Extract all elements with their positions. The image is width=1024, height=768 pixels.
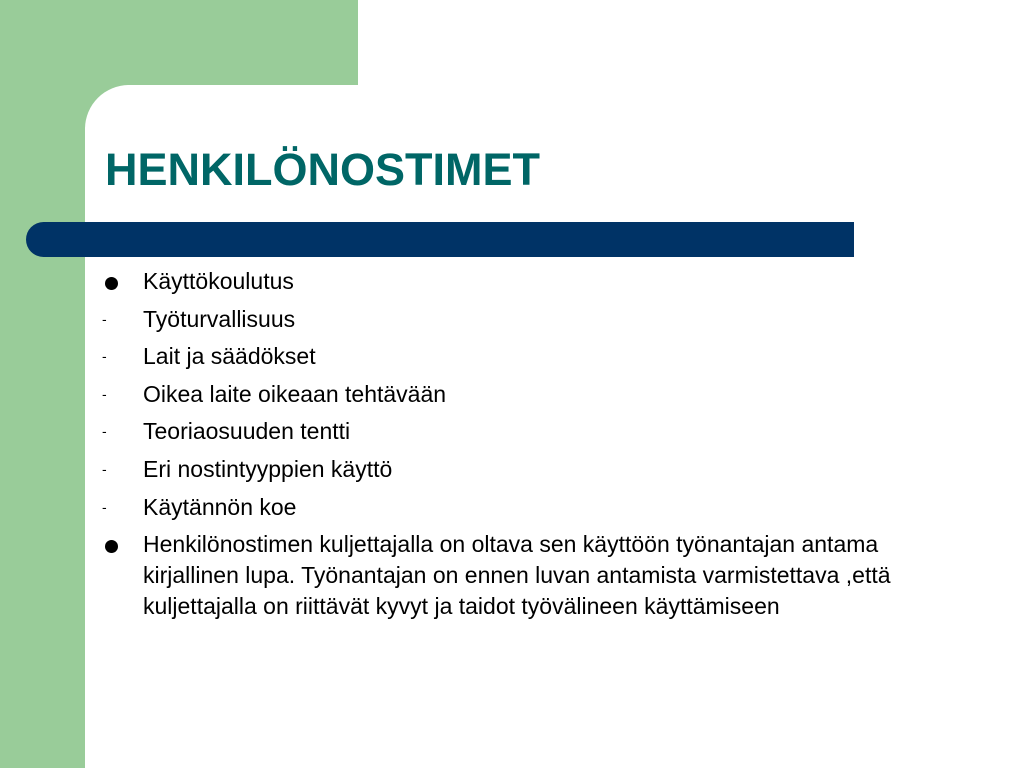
dash-marker: - xyxy=(102,423,107,440)
list-item-text: Henkilönostimen kuljettajalla on oltava sen käyttöön työnantajan antama kirjallinen lupa. Työnantajan on ennen luvan antamista varmistettava ,että kuljettajalla on riittävät kyvyt ja taidot työvälineen käyttämiseen xyxy=(143,531,891,620)
dash-marker: - xyxy=(102,385,107,402)
list-item xyxy=(100,379,960,410)
dash-marker: - xyxy=(102,460,107,477)
list-item-text: Eri nostintyyppien käyttö xyxy=(143,455,393,482)
list-item-text: Käytännön koe xyxy=(143,493,297,520)
dash-marker: - xyxy=(102,498,107,515)
list-item xyxy=(100,492,960,523)
list-item xyxy=(100,416,960,447)
list-item xyxy=(100,454,960,485)
list-item-text: Lait ja säädökset xyxy=(143,343,316,370)
list-item xyxy=(100,341,960,372)
dash-marker: - xyxy=(102,348,107,365)
list-item-text: Oikea laite oikeaan tehtävään xyxy=(143,380,447,407)
slide-title: HENKILÖNOSTIMET xyxy=(105,144,540,195)
bullet-list xyxy=(100,266,960,629)
list-item-text: Teoriaosuuden tentti xyxy=(143,418,351,445)
title-underline-bar xyxy=(26,222,854,257)
dash-marker: - xyxy=(102,310,107,327)
list-item-text: Käyttökoulutus xyxy=(143,268,294,294)
list-item-text: Työturvallisuus xyxy=(143,305,296,332)
list-item xyxy=(100,304,960,335)
list-item xyxy=(100,266,960,297)
list-item xyxy=(100,529,960,622)
